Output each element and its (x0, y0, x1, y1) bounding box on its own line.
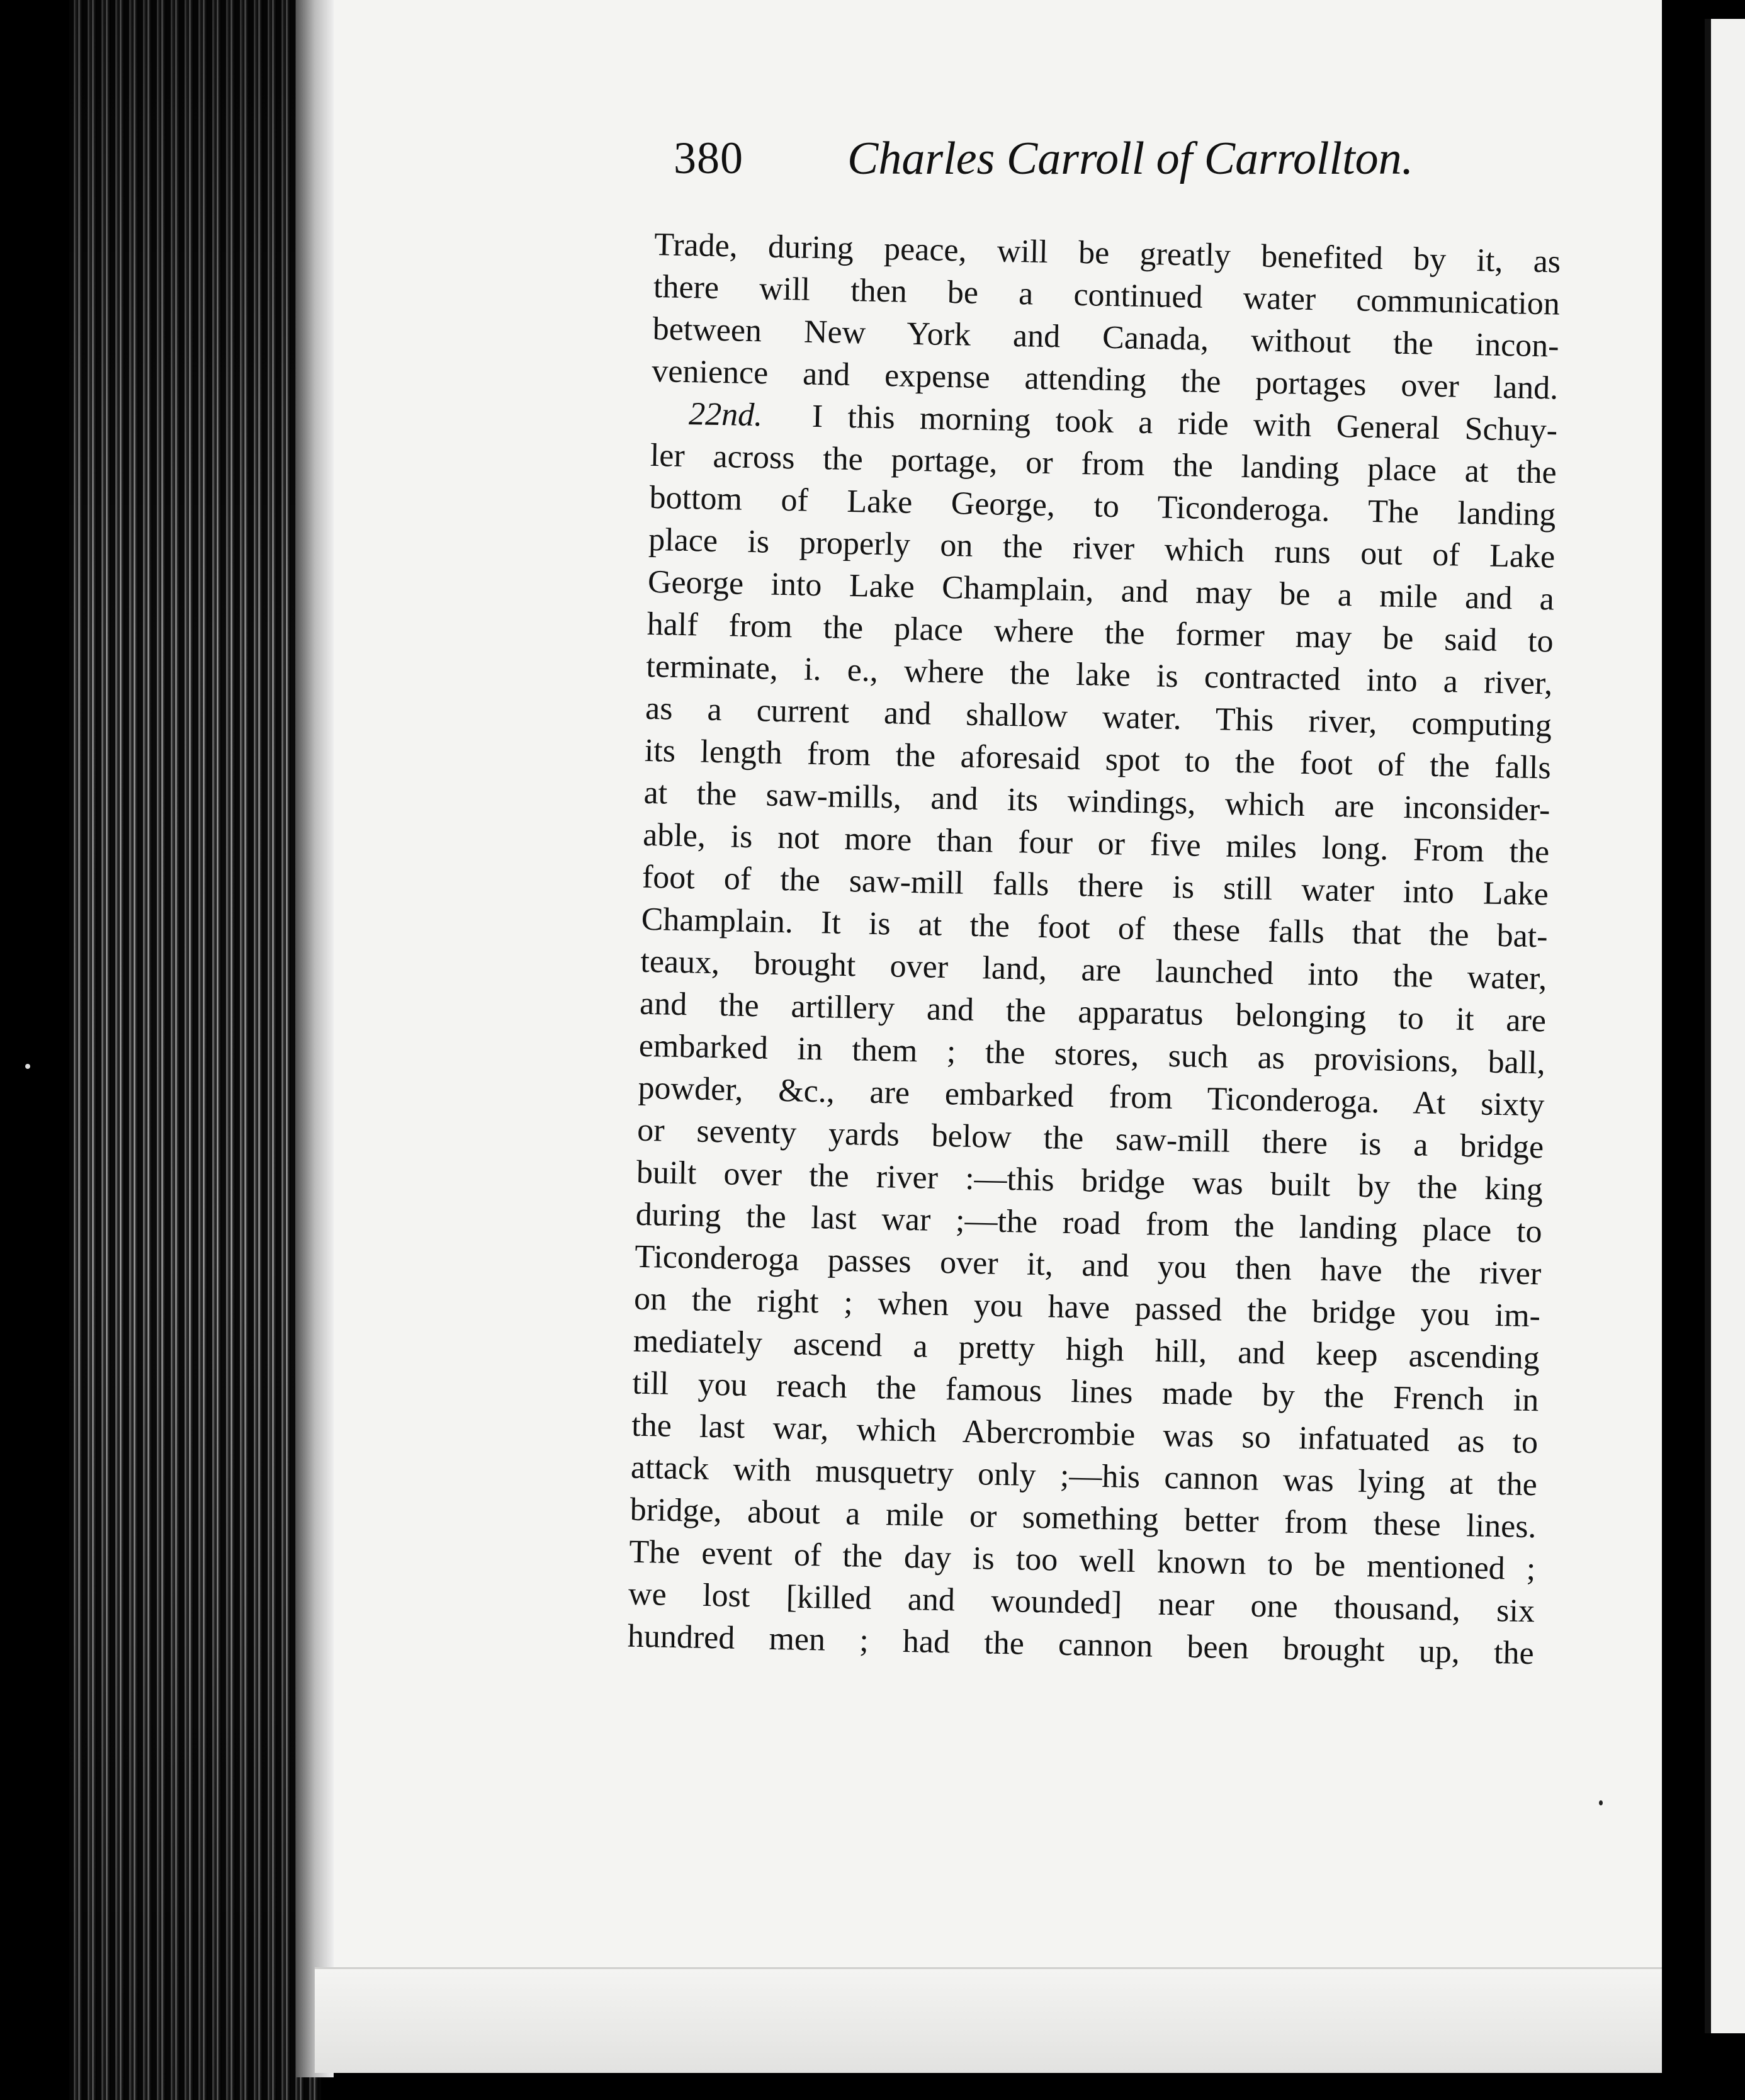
text-line: teaux, brought over land, are launched into the water, (640, 943, 1547, 997)
running-header (674, 132, 1580, 201)
text-line: half from the place where the former may be said to (647, 606, 1554, 660)
text-line: able, is not more than four or five miles long. From the (642, 816, 1550, 871)
date-mark: 22nd. (688, 396, 763, 434)
text-line: mediately ascend a pretty high hill, and keep ascending (633, 1323, 1540, 1377)
text-line: foot of the saw-mill falls there is still water into Lake (641, 859, 1549, 913)
text-line: Champlain. It is at the foot of these falls that the bat- (641, 901, 1549, 955)
text-line: its length from the aforesaid spot to the foot of the falls (644, 732, 1552, 786)
page-number: 380 (674, 133, 743, 183)
text-line: hundred men ; had the cannon been brought up, the (627, 1618, 1535, 1672)
text-line: powder, &c., are embarked from Ticonderoga. At sixty (638, 1070, 1545, 1124)
speck (25, 1064, 30, 1069)
text-line: attack with musquetry only ;—his cannon was lying at the (630, 1449, 1538, 1503)
text-line: or seventy yards below the saw-mill there is a bridge (636, 1112, 1544, 1166)
text-line: The event of the day is too well known to be mentioned ; (628, 1533, 1536, 1588)
text-line: terminate, i. e., where the lake is contracted into a river, (645, 648, 1553, 702)
text-line: ler across the portage, or from the landing place at the (650, 437, 1557, 491)
text-line: bottom of Lake George, to Ticonderoga. The landing (649, 479, 1556, 533)
body-text (627, 223, 1561, 1674)
text-line: on the right ; when you have passed the bridge you im- (633, 1280, 1541, 1335)
text-line: venience and expense attending the portages over land. (651, 353, 1559, 407)
text-line: there will then be a continued water communication (653, 268, 1561, 322)
speck (1599, 1800, 1603, 1805)
text-line: at the saw-mills, and its windings, which are inconsider- (643, 774, 1550, 828)
gutter-shadow (296, 0, 334, 2077)
text-line: the last war, which Abercrombie was so infatuated as to (631, 1407, 1539, 1461)
running-title: Charles Carroll of Carrollton. (847, 133, 1414, 184)
book-edge-shading (69, 0, 321, 2100)
text-line: embarked in them ; the stores, such as provisions, ball, (638, 1027, 1546, 1081)
text-line: and the artillery and the apparatus belonging to it are (639, 985, 1547, 1039)
text-line: built over the river :—this bridge was built by the king (636, 1154, 1544, 1208)
text-line: place is properly on the river which runs out of Lake (648, 521, 1556, 575)
text-line: till you reach the famous lines made by the French in (632, 1365, 1539, 1419)
text-line: between New York and Canada, without the incon- (652, 310, 1560, 364)
text-line: as a current and shallow water. This river, computing (645, 690, 1552, 744)
text-line: we lost [killed and wounded] near one thousand, six (628, 1576, 1535, 1630)
text-line: bridge, about a mile or something better from these lines. (630, 1491, 1537, 1545)
next-page-sliver (1705, 19, 1745, 2033)
text-line: during the last war ;—the road from the landing place to (635, 1196, 1543, 1250)
text-line-content: I this morning took a ride with General Schuy- (811, 398, 1558, 449)
text-line: Trade, during peace, will be greatly benefited by it, as (653, 226, 1561, 280)
text-line: Ticonderoga passes over it, and you then have the river (634, 1238, 1542, 1292)
text-line: George into Lake Champlain, and may be a mile and a (647, 563, 1555, 618)
page-bottom-margin (315, 1967, 1662, 2073)
